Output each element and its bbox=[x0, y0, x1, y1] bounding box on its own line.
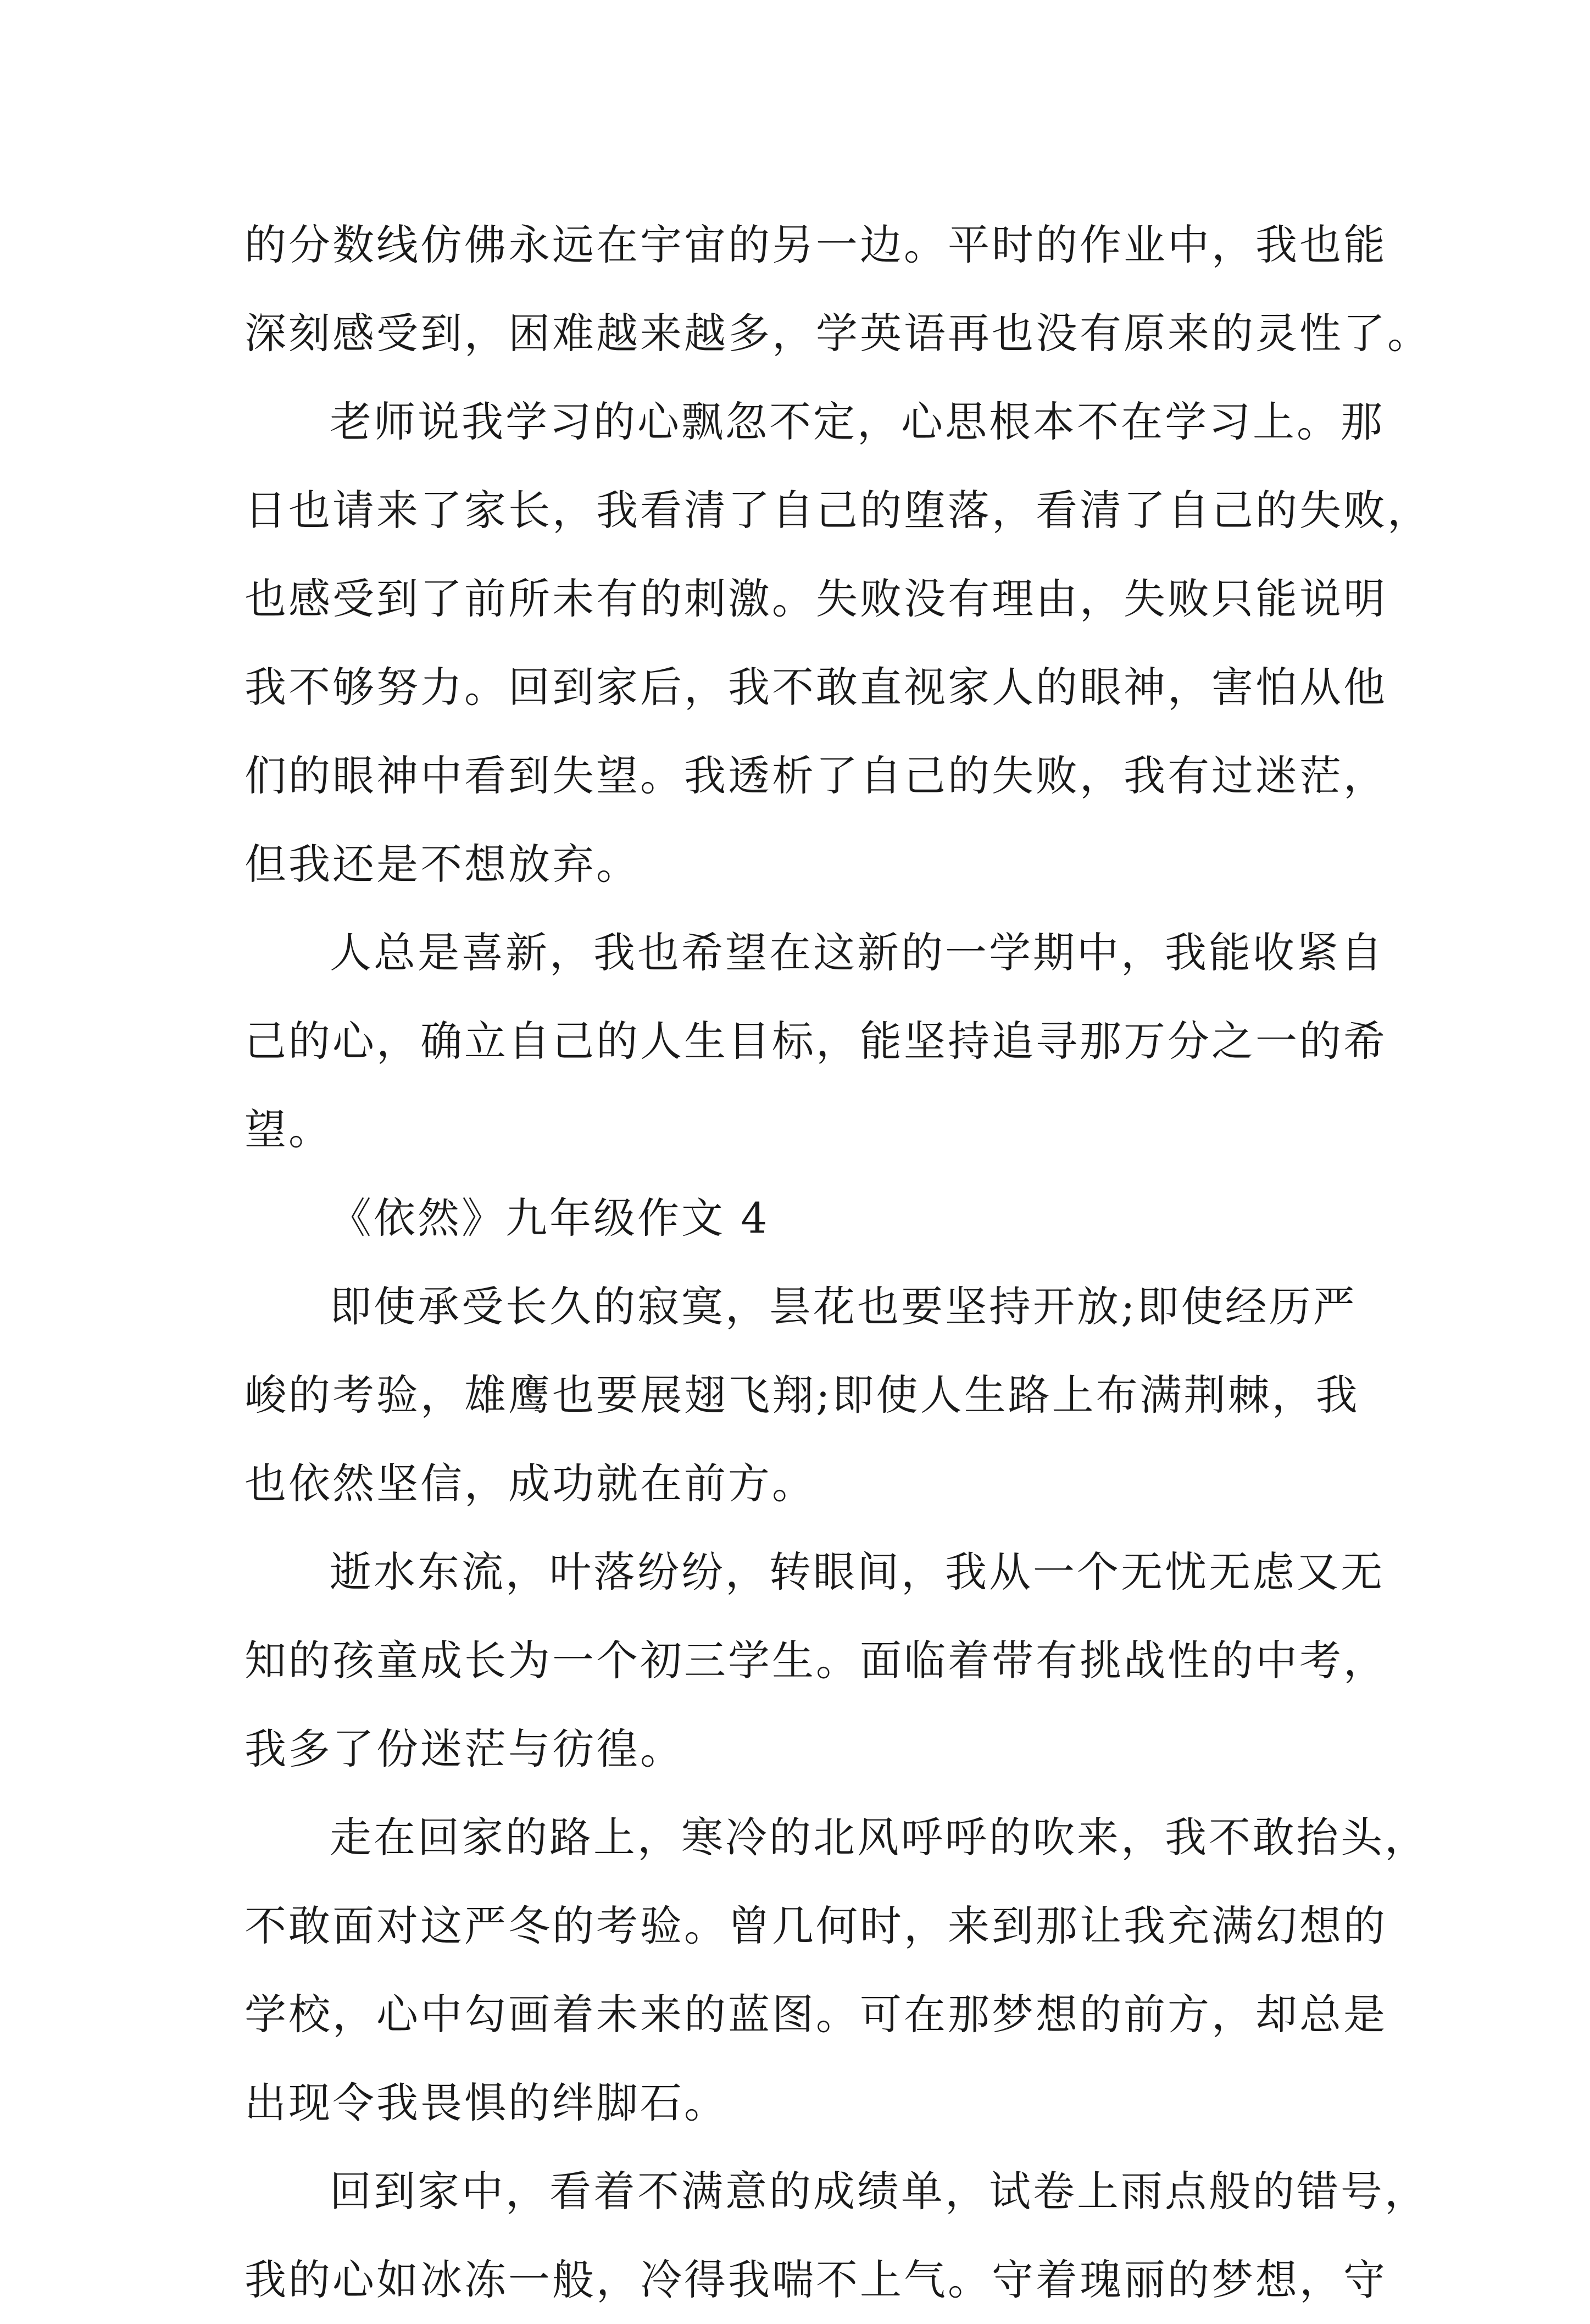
text-line: 也依然坚信，成功就在前方。 bbox=[244, 1459, 816, 1508]
text-line: 望。 bbox=[244, 1105, 332, 1154]
text-line: 出现令我畏惧的绊脚石。 bbox=[244, 2078, 728, 2127]
text-line: 深刻感受到，困难越来越多，学英语再也没有原来的灵性了。 bbox=[244, 309, 1431, 358]
text-line: 峻的考验，雄鹰也要展翅飞翔;即使人生路上布满荆棘，我 bbox=[244, 1371, 1360, 1419]
text-line: 学校，心中勾画着未来的蓝图。可在那梦想的前方，却总是 bbox=[244, 1990, 1387, 2039]
text-line: 日也请来了家长，我看清了自己的堕落，看清了自己的失败， bbox=[244, 486, 1431, 535]
text-line: 也感受到了前所未有的刺激。失败没有理由，失败只能说明 bbox=[244, 574, 1387, 623]
text-line: 不敢面对这严冬的考验。曾几何时，来到那让我充满幻想的 bbox=[244, 1901, 1387, 1950]
paragraph-start-line: 回到家中，看着不满意的成绩单，试卷上雨点般的错号， bbox=[330, 2167, 1428, 2216]
paragraph-start-line: 人总是喜新，我也希望在这新的一学期中，我能收紧自 bbox=[330, 928, 1385, 977]
paragraph-start-line: 即使承受长久的寂寞，昙花也要坚持开放;即使经历严 bbox=[330, 1282, 1357, 1331]
text-line: 们的眼神中看到失望。我透析了自己的失败，我有过迷茫， bbox=[244, 751, 1387, 800]
paragraph-start-line: 走在回家的路上，寒冷的北风呼呼的吹来，我不敢抬头， bbox=[330, 1813, 1428, 1862]
text-line: 我多了份迷茫与彷徨。 bbox=[244, 1724, 684, 1773]
text-line: 知的孩童成长为一个初三学生。面临着带有挑战性的中考， bbox=[244, 1636, 1387, 1685]
text-line: 我的心如冰冻一般，冷得我喘不上气。守着瑰丽的梦想，守 bbox=[244, 2255, 1387, 2304]
text-line: 己的心，确立自己的人生目标，能坚持追寻那万分之一的希 bbox=[244, 1017, 1387, 1066]
essay-body bbox=[244, 201, 1431, 2324]
text-line: 但我还是不想放弃。 bbox=[244, 840, 640, 889]
text-line: 的分数线仿佛永远在宇宙的另一边。平时的作业中，我也能 bbox=[244, 220, 1387, 269]
text-line: 我不够努力。回到家后，我不敢直视家人的眼神，害怕从他 bbox=[244, 663, 1387, 712]
section-heading: 《依然》九年级作文 4 bbox=[330, 1194, 770, 1243]
paragraph-start-line: 逝水东流，叶落纷纷，转眼间，我从一个无忧无虑又无 bbox=[330, 1548, 1385, 1596]
paragraph-start-line: 老师说我学习的心飘忽不定，心思根本不在学习上。那 bbox=[330, 397, 1385, 446]
